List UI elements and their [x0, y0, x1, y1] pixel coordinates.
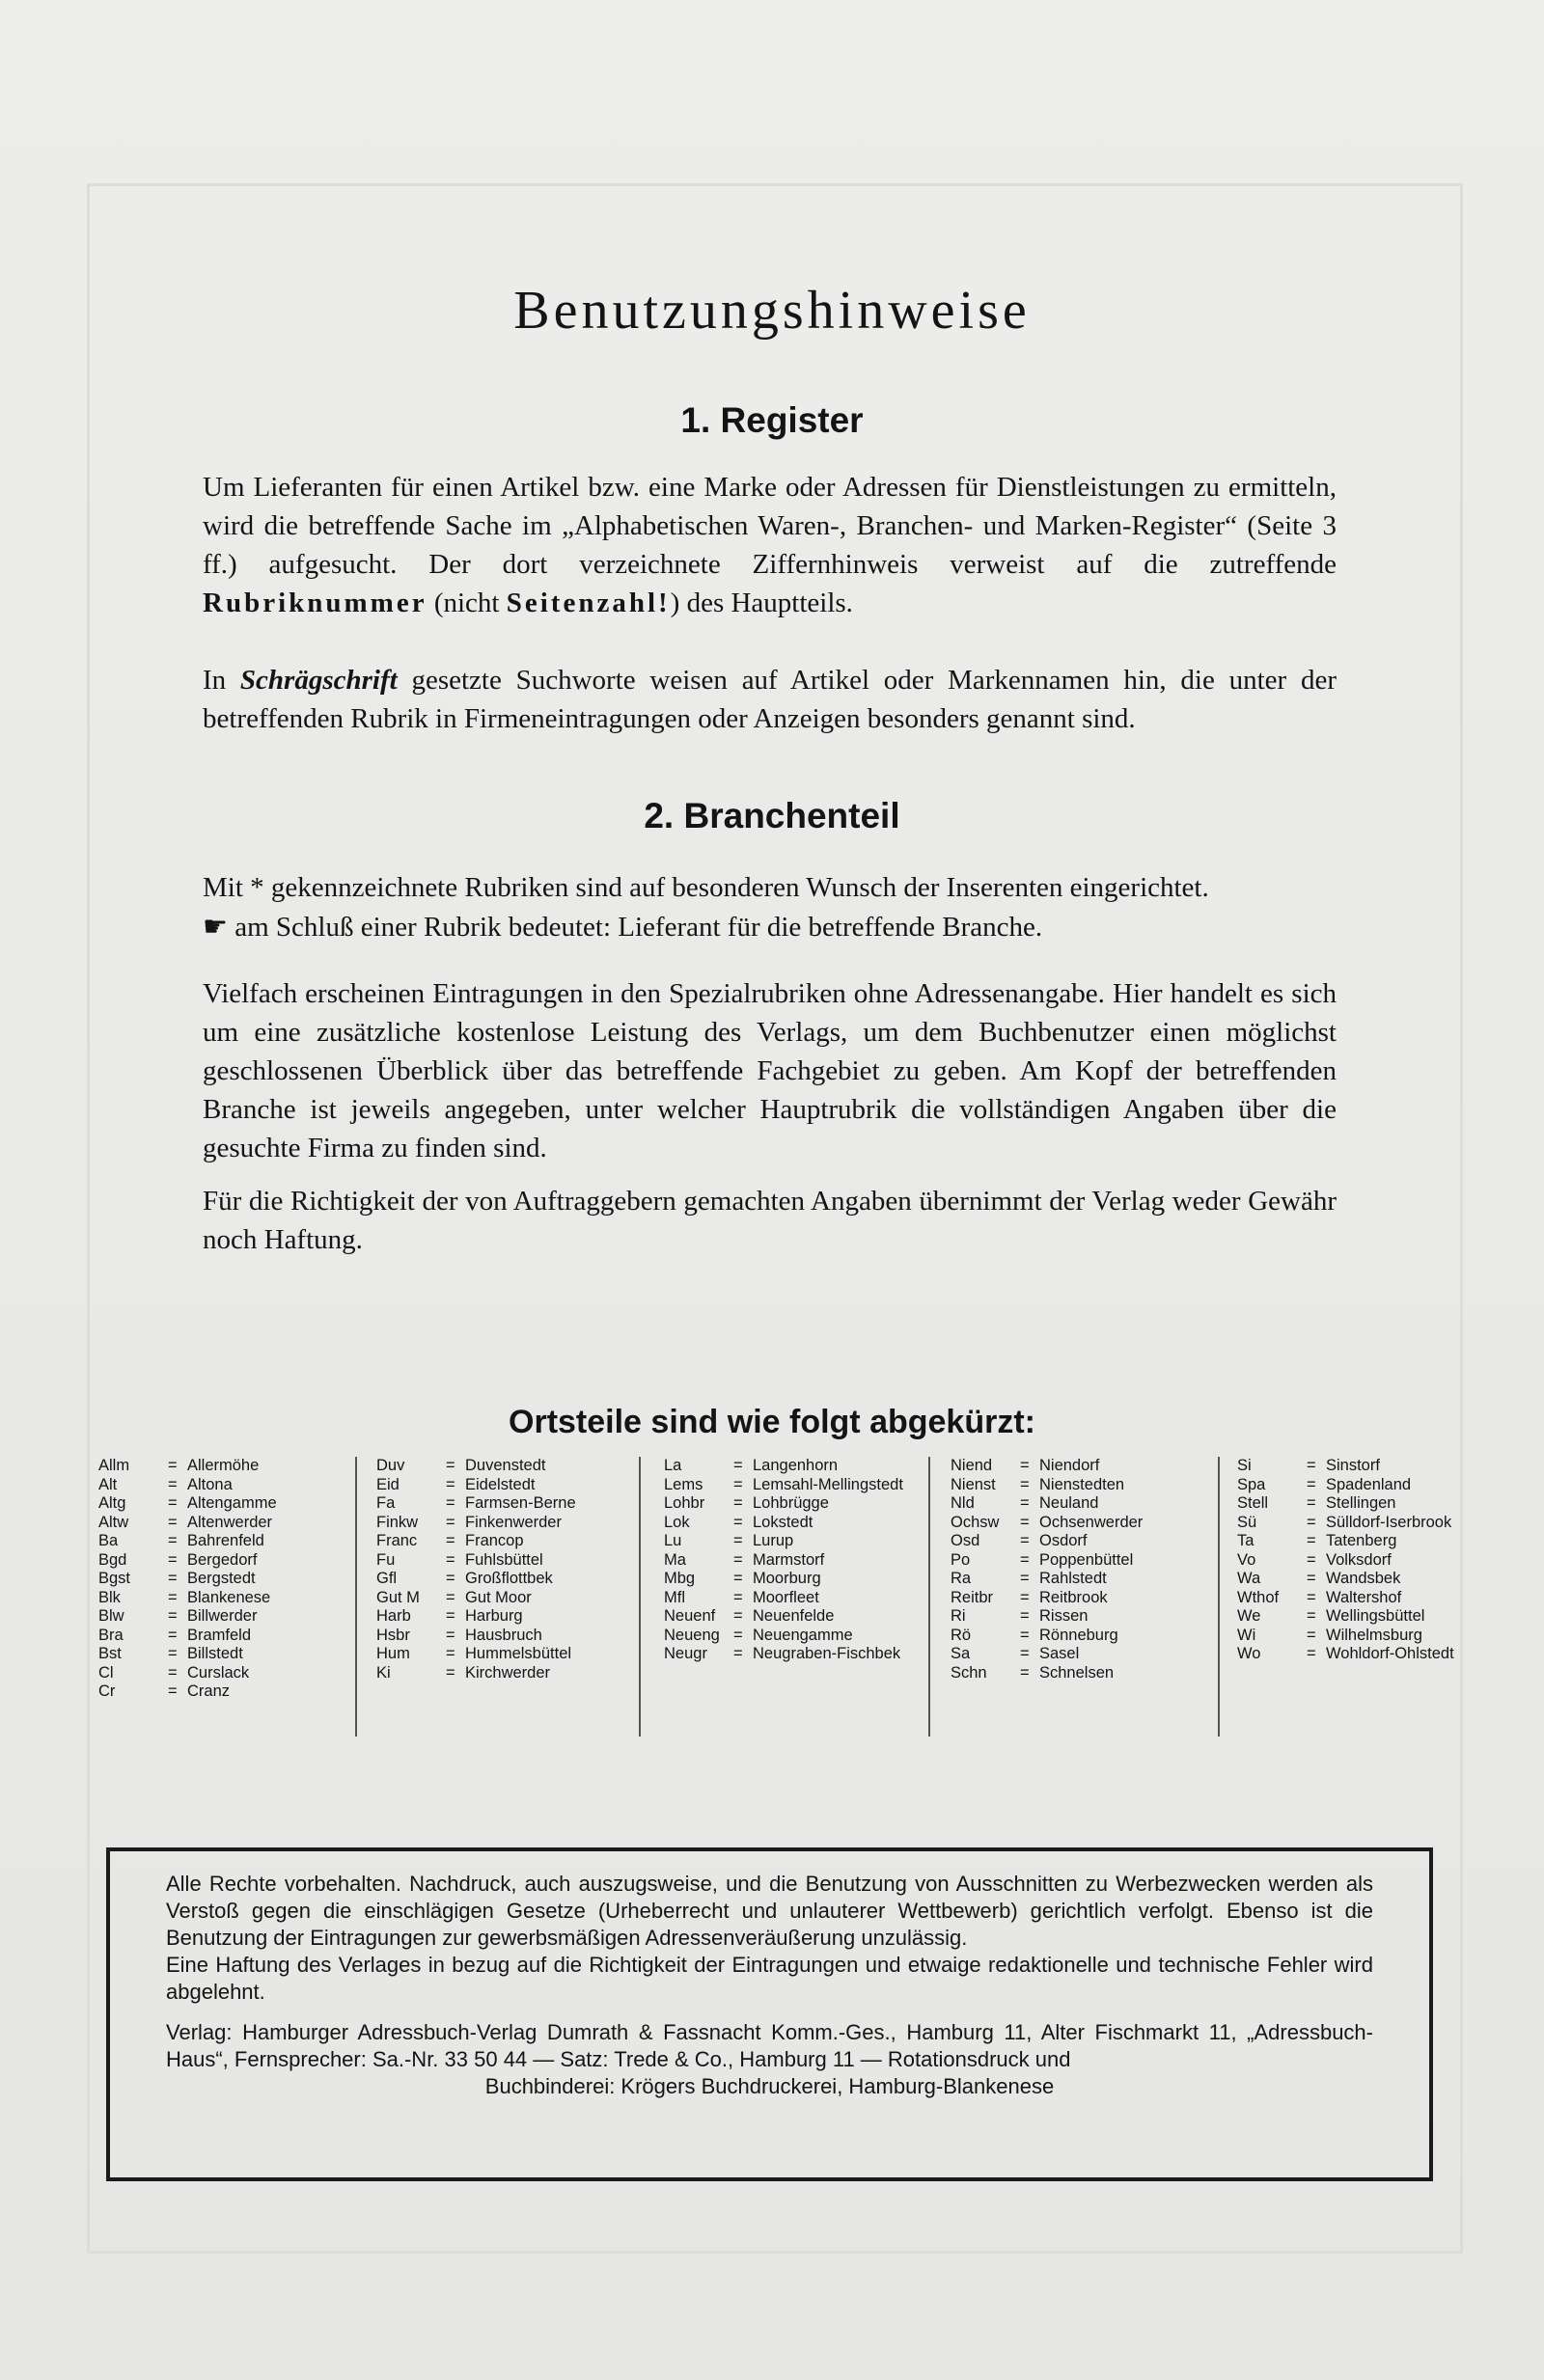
district-name: Fuhlsbüttel [465, 1550, 543, 1569]
district-name: Billstedt [187, 1645, 243, 1662]
abbreviation-key: Wi [1237, 1626, 1256, 1644]
abbreviation-key: Sü [1237, 1513, 1257, 1531]
abbreviation-row [664, 1514, 905, 1533]
abbreviation-key: Niend [951, 1457, 993, 1474]
abbreviation-key: Hsbr [376, 1626, 410, 1644]
abbreviation-row [98, 1551, 340, 1571]
equals-sign: = [168, 1682, 178, 1700]
abbreviation-row [98, 1607, 340, 1627]
abbreviation-key: Eid [376, 1475, 400, 1493]
equals-sign: = [733, 1457, 743, 1474]
district-name: Neuenfelde [753, 1607, 835, 1625]
abbreviation-row [98, 1627, 340, 1646]
district-name: Neugraben-Fischbek [753, 1645, 901, 1662]
abbreviation-key: Spa [1237, 1475, 1266, 1493]
column-divider [639, 1457, 641, 1737]
district-name: Nienstedten [1039, 1475, 1125, 1493]
abbreviation-key: Ma [664, 1550, 686, 1569]
abbreviation-key: Mfl [664, 1588, 685, 1606]
district-name: Kirchwerder [465, 1663, 551, 1682]
abbreviation-key: Nienst [951, 1475, 996, 1493]
text-run: am Schluß einer Rubrik bedeutet: Lieferant für die betreffende Branche. [228, 912, 1043, 943]
district-name: Bergstedt [187, 1570, 256, 1587]
equals-sign: = [1307, 1532, 1316, 1549]
abbreviation-key: Reitbr [951, 1588, 994, 1606]
paragraph-register-1 [203, 468, 1337, 622]
abbreviation-key: Franc [376, 1532, 418, 1549]
abbreviation-key: Finkw [376, 1513, 419, 1531]
abbreviation-row [98, 1514, 340, 1533]
abbreviation-row [376, 1514, 618, 1533]
equals-sign: = [446, 1626, 455, 1644]
equals-sign: = [446, 1494, 455, 1512]
district-name: Langenhorn [753, 1457, 839, 1474]
equals-sign: = [1307, 1494, 1316, 1512]
district-name: Gut Moor [465, 1588, 532, 1606]
abbreviation-row [376, 1589, 618, 1608]
abbreviation-key: Neuenf [664, 1607, 716, 1625]
abbreviation-column-2 [376, 1457, 618, 1682]
abbreviation-row [98, 1457, 340, 1476]
abbreviation-row [1237, 1627, 1464, 1646]
abbreviation-column-1 [98, 1457, 340, 1702]
abbreviation-key: Blk [98, 1588, 121, 1606]
equals-sign: = [168, 1663, 178, 1682]
equals-sign: = [733, 1494, 743, 1512]
abbreviation-column-5 [1237, 1457, 1464, 1664]
district-name: Lemsahl-Mellingstedt [753, 1475, 903, 1493]
district-name: Großflottbek [465, 1570, 553, 1587]
district-name: Moorburg [753, 1570, 821, 1587]
district-name: Wandsbek [1326, 1570, 1401, 1587]
equals-sign: = [168, 1645, 178, 1662]
district-name: Sinstorf [1326, 1457, 1380, 1474]
abbreviation-row [951, 1627, 1192, 1646]
equals-sign: = [1307, 1645, 1316, 1662]
copyright-notice-box [106, 1847, 1433, 2181]
abbreviation-row [951, 1514, 1192, 1533]
abbreviation-row [376, 1551, 618, 1571]
abbreviation-row [951, 1457, 1192, 1476]
abbreviation-key: Lok [664, 1513, 690, 1531]
abbreviation-row [98, 1645, 340, 1664]
text-run: In [203, 665, 240, 696]
abbreviation-key: Allm [98, 1457, 130, 1474]
equals-sign: = [1307, 1513, 1316, 1531]
abbreviation-row [1237, 1494, 1464, 1514]
abbreviation-row [1237, 1532, 1464, 1551]
abbreviations-title: Ortsteile sind wie folgt abgekürzt: [509, 1404, 1035, 1440]
district-name: Wohldorf-Ohlstedt [1326, 1645, 1454, 1662]
district-name: Ochsenwerder [1039, 1513, 1144, 1531]
abbreviation-row [664, 1570, 905, 1589]
abbreviation-row [664, 1457, 905, 1476]
abbreviation-row [376, 1476, 618, 1495]
district-name: Rahlstedt [1039, 1570, 1107, 1587]
district-name: Finkenwerder [465, 1513, 562, 1531]
equals-sign: = [733, 1475, 743, 1493]
abbreviation-row [664, 1532, 905, 1551]
paragraph-branchenteil-2: Vielfach erscheinen Eintragungen in den Spezialrubriken ohne Adressenangabe. Hier handelt es sich um eine zusätzliche kostenlose Leistung des Verlags, um dem Buchbenutzer einen möglichst geschlossenen Überblick über das betreffende Fachgebiet zu geben. Am Kopf der betreffenden Branche ist jeweils angegeben, unter welcher Hauptrubrik die vollständigen Angaben über die gesuchte Firma zu finden sind. [203, 978, 1337, 1163]
abbreviation-row [98, 1494, 340, 1514]
equals-sign: = [446, 1550, 455, 1569]
abbreviation-row [951, 1551, 1192, 1571]
abbreviation-key: Neugr [664, 1645, 707, 1662]
equals-sign: = [733, 1550, 743, 1569]
abbreviation-key: La [664, 1457, 682, 1474]
abbreviation-key: Po [951, 1550, 971, 1569]
section-heading-register: 1. Register [680, 400, 864, 440]
abbreviation-row [1237, 1457, 1464, 1476]
page-title: Benutzungshinweise [513, 281, 1031, 341]
equals-sign: = [446, 1588, 455, 1606]
emphasis-rubriknummer: Rubriknummer [203, 588, 427, 618]
abbreviation-key: Duv [376, 1457, 405, 1474]
district-name: Duvenstedt [465, 1457, 546, 1474]
pointing-hand-icon: ☛ [203, 910, 228, 943]
equals-sign: = [168, 1494, 178, 1512]
paragraph-branchenteil-3: Für die Richtigkeit der von Auftraggebern gemachten Angaben übernimmt der Verlag weder Gewähr noch Haftung. [203, 1186, 1337, 1255]
abbreviation-key: Bgd [98, 1550, 127, 1569]
district-name: Marmstorf [753, 1550, 825, 1569]
emphasis-seitenzahl: Seitenzahl! [506, 588, 671, 618]
district-name: Schnelsen [1039, 1663, 1115, 1682]
abbreviation-key: Gut M [376, 1588, 420, 1606]
district-name: Stellingen [1326, 1494, 1396, 1512]
equals-sign: = [1307, 1588, 1316, 1606]
district-name: Altengamme [187, 1494, 277, 1512]
equals-sign: = [1020, 1645, 1030, 1662]
district-name: Neuland [1039, 1494, 1099, 1512]
abbreviation-row [664, 1494, 905, 1514]
district-name: Francop [465, 1532, 524, 1549]
abbreviation-key: Hum [376, 1645, 410, 1662]
district-name: Moorfleet [753, 1588, 819, 1606]
abbreviation-row [664, 1589, 905, 1608]
district-name: Cranz [187, 1682, 231, 1700]
equals-sign: = [168, 1607, 178, 1625]
equals-sign: = [168, 1457, 178, 1474]
abbreviation-key: Altw [98, 1513, 129, 1531]
abbreviation-row [376, 1627, 618, 1646]
abbreviation-key: Ra [951, 1570, 972, 1587]
district-name: Wellingsbüttel [1326, 1607, 1425, 1625]
abbreviation-key: Wa [1237, 1570, 1261, 1587]
district-name: Rissen [1039, 1607, 1089, 1625]
abbreviation-row [951, 1494, 1192, 1514]
equals-sign: = [168, 1626, 178, 1644]
abbreviation-row [951, 1664, 1192, 1683]
equals-sign: = [446, 1513, 455, 1531]
abbreviation-key: Lems [664, 1475, 703, 1493]
equals-sign: = [1307, 1607, 1316, 1625]
district-name: Poppenbüttel [1039, 1550, 1134, 1569]
abbreviation-row [98, 1682, 340, 1702]
equals-sign: = [168, 1570, 178, 1587]
district-name: Spadenland [1326, 1475, 1412, 1493]
equals-sign: = [1307, 1626, 1316, 1644]
district-name: Neuengamme [753, 1626, 853, 1644]
district-name: Lurup [753, 1532, 794, 1549]
district-name: Sasel [1039, 1645, 1080, 1662]
abbreviation-key: We [1237, 1607, 1261, 1625]
district-name: Rönneburg [1039, 1626, 1118, 1644]
abbreviation-row [98, 1532, 340, 1551]
equals-sign: = [446, 1663, 455, 1682]
abbreviation-row [376, 1457, 618, 1476]
equals-sign: = [1020, 1588, 1030, 1606]
equals-sign: = [1020, 1663, 1030, 1682]
abbreviation-key: Blw [98, 1607, 124, 1625]
abbreviation-key: Altg [98, 1494, 126, 1512]
equals-sign: = [1020, 1550, 1030, 1569]
paragraph-branchenteil-1 [203, 868, 1337, 946]
equals-sign: = [1020, 1607, 1030, 1625]
equals-sign: = [446, 1532, 455, 1549]
equals-sign: = [733, 1532, 743, 1549]
abbreviation-row [664, 1645, 905, 1664]
abbreviation-key: Bst [98, 1645, 122, 1662]
notice-publisher: Verlag: Hamburger Adressbuch-Verlag Dumrath & Fassnacht Komm.-Ges., Hamburg 11, Alter Fischmarkt 11, „Adressbuch-Haus“, Fernsprecher: Sa.-Nr. 33 50 44 — Satz: Trede & Co., Hamburg 11 — Rotationsdruck und [166, 2020, 1373, 2071]
abbreviation-key: Ri [951, 1607, 966, 1625]
abbreviation-key: Rö [951, 1626, 972, 1644]
equals-sign: = [1307, 1475, 1316, 1493]
abbreviation-row [98, 1664, 340, 1683]
abbreviation-key: Ba [98, 1532, 119, 1549]
district-name: Bergedorf [187, 1550, 258, 1569]
equals-sign: = [1307, 1457, 1316, 1474]
equals-sign: = [1020, 1494, 1030, 1512]
district-name: Bahrenfeld [187, 1532, 264, 1549]
abbreviation-row [376, 1570, 618, 1589]
abbreviation-key: Lohbr [664, 1494, 705, 1512]
equals-sign: = [446, 1457, 455, 1474]
abbreviation-key: Sa [951, 1645, 971, 1662]
abbreviation-row [951, 1589, 1192, 1608]
district-name: Allermöhe [187, 1457, 260, 1474]
abbreviation-row [98, 1570, 340, 1589]
equals-sign: = [446, 1475, 455, 1493]
abbreviation-row [951, 1476, 1192, 1495]
abbreviation-row [376, 1607, 618, 1627]
equals-sign: = [1020, 1532, 1030, 1549]
district-name: Altona [187, 1475, 233, 1493]
abbreviation-row [98, 1589, 340, 1608]
district-name: Curslack [187, 1663, 250, 1682]
abbreviation-row [376, 1494, 618, 1514]
section-heading-branchenteil: 2. Branchenteil [644, 796, 900, 835]
abbreviation-row [1237, 1514, 1464, 1533]
district-name: Blankenese [187, 1588, 271, 1606]
abbreviation-row [376, 1664, 618, 1683]
equals-sign: = [733, 1645, 743, 1662]
abbreviation-key: Cr [98, 1682, 116, 1700]
equals-sign: = [168, 1532, 178, 1549]
district-name: Altenwerder [187, 1513, 273, 1531]
district-name: Waltershof [1326, 1588, 1402, 1606]
district-name: Wilhelmsburg [1326, 1626, 1422, 1644]
abbreviation-row [1237, 1589, 1464, 1608]
district-name: Sülldorf-Iserbrook [1326, 1513, 1452, 1531]
abbreviation-row [1237, 1645, 1464, 1664]
abbreviation-row [951, 1645, 1192, 1664]
text-run: gesetzte Suchworte weisen auf Artikel oder Markennamen hin, die unter der betreffenden Rubrik in Firmeneintragungen oder Anzeigen besonders genannt sind. [203, 665, 1337, 734]
abbreviation-key: Schn [951, 1663, 987, 1682]
abbreviation-key: Alt [98, 1475, 118, 1493]
equals-sign: = [1020, 1513, 1030, 1531]
abbreviation-key: Osd [951, 1532, 980, 1549]
equals-sign: = [733, 1513, 743, 1531]
abbreviation-row [1237, 1551, 1464, 1571]
text-run: Um Lieferanten für einen Artikel bzw. eine Marke oder Adressen für Dienstleistungen zu ermitteln, wird die betreffende Sache im „Alphabetischen Waren-, Branchen- und Marken-Register“ (Seite 3 ff.) aufgesucht. Der dort verzeichnete Ziffernhinweis verweist auf die zutreffende [203, 472, 1337, 580]
abbreviation-key: Ochsw [951, 1513, 1000, 1531]
notice-liability: Eine Haftung des Verlages in bezug auf die Richtigkeit der Eintragungen und etwaige redaktionelle und technische Fehler wird abgelehnt. [166, 1953, 1373, 2004]
abbreviation-row [376, 1645, 618, 1664]
abbreviation-row [664, 1627, 905, 1646]
abbreviation-key: Ki [376, 1663, 391, 1682]
abbreviation-key: Ta [1237, 1532, 1254, 1549]
abbreviation-key: Fu [376, 1550, 396, 1569]
equals-sign: = [1020, 1475, 1030, 1493]
abbreviation-key: Bra [98, 1626, 124, 1644]
equals-sign: = [733, 1588, 743, 1606]
equals-sign: = [733, 1607, 743, 1625]
abbreviation-key: Gfl [376, 1570, 398, 1587]
abbreviation-row [1237, 1570, 1464, 1589]
abbreviation-row [951, 1570, 1192, 1589]
district-name: Volksdorf [1326, 1550, 1392, 1569]
equals-sign: = [1020, 1570, 1030, 1587]
column-divider [355, 1457, 357, 1737]
equals-sign: = [446, 1645, 455, 1662]
equals-sign: = [168, 1513, 178, 1531]
text-run: Mit * gekennzeichnete Rubriken sind auf besonderen Wunsch der Inserenten eingerichtet. [203, 872, 1209, 903]
abbreviation-row [376, 1532, 618, 1551]
equals-sign: = [1307, 1550, 1316, 1569]
equals-sign: = [733, 1570, 743, 1587]
abbreviation-row [98, 1476, 340, 1495]
abbreviation-key: Cl [98, 1663, 114, 1682]
district-name: Lokstedt [753, 1513, 813, 1531]
abbreviation-key: Stell [1237, 1494, 1269, 1512]
abbreviation-row [951, 1532, 1192, 1551]
district-name: Farmsen-Berne [465, 1494, 576, 1512]
abbreviation-key: Vo [1237, 1550, 1256, 1569]
abbreviation-row [1237, 1476, 1464, 1495]
district-name: Niendorf [1039, 1457, 1100, 1474]
district-name: Lohbrügge [753, 1494, 829, 1512]
equals-sign: = [733, 1626, 743, 1644]
district-name: Hummelsbüttel [465, 1645, 572, 1662]
equals-sign: = [168, 1588, 178, 1606]
abbreviation-column-3 [664, 1457, 905, 1664]
abbreviation-key: Wthof [1237, 1588, 1280, 1606]
equals-sign: = [168, 1550, 178, 1569]
column-divider [1218, 1457, 1220, 1737]
abbreviation-row [664, 1551, 905, 1571]
abbreviation-key: Nld [951, 1494, 975, 1512]
notice-rights: Alle Rechte vorbehalten. Nachdruck, auch auszugsweise, und die Benutzung von Ausschnitten zu Werbezwecken werden als Verstoß gegen die einschlägigen Gesetze (Urheberrecht und unlauterer Wettbewerb) gerichtlich verfolgt. Ebenso ist die Benutzung der Eintragungen zur gewerbsmäßigen Adressenveräußerung unzulässig. [166, 1872, 1373, 1950]
district-name: Hausbruch [465, 1626, 542, 1644]
paragraph-register-2 [203, 661, 1337, 738]
district-name: Reitbrook [1039, 1588, 1108, 1606]
abbreviation-key: Bgst [98, 1570, 131, 1587]
text-run: (nicht [427, 588, 507, 618]
equals-sign: = [1020, 1626, 1030, 1644]
abbreviation-row [951, 1607, 1192, 1627]
abbreviation-key: Harb [376, 1607, 411, 1625]
abbreviation-row [664, 1476, 905, 1495]
abbreviation-row [664, 1607, 905, 1627]
district-name: Billwerder [187, 1607, 258, 1625]
equals-sign: = [446, 1607, 455, 1625]
notice-bindery: Buchbinderei: Krögers Buchdruckerei, Hamburg-Blankenese [484, 2074, 1055, 2098]
text-run: ) des Hauptteils. [670, 588, 853, 618]
emphasis-schraegschrift: Schrägschrift [239, 665, 398, 696]
district-name: Bramfeld [187, 1626, 252, 1644]
district-name: Harburg [465, 1607, 523, 1625]
abbreviation-key: Lu [664, 1532, 682, 1549]
equals-sign: = [1020, 1457, 1030, 1474]
abbreviation-key: Mbg [664, 1570, 696, 1587]
district-name: Eidelstedt [465, 1475, 536, 1493]
district-name: Tatenberg [1326, 1532, 1397, 1549]
equals-sign: = [168, 1475, 178, 1493]
abbreviation-key: Wo [1237, 1645, 1261, 1662]
equals-sign: = [446, 1570, 455, 1587]
abbreviation-column-4 [951, 1457, 1192, 1682]
abbreviation-key: Neueng [664, 1626, 720, 1644]
abbreviation-key: Si [1237, 1457, 1252, 1474]
abbreviation-key: Fa [376, 1494, 396, 1512]
district-name: Osdorf [1039, 1532, 1088, 1549]
equals-sign: = [1307, 1570, 1316, 1587]
column-divider [928, 1457, 930, 1737]
abbreviation-row [1237, 1607, 1464, 1627]
